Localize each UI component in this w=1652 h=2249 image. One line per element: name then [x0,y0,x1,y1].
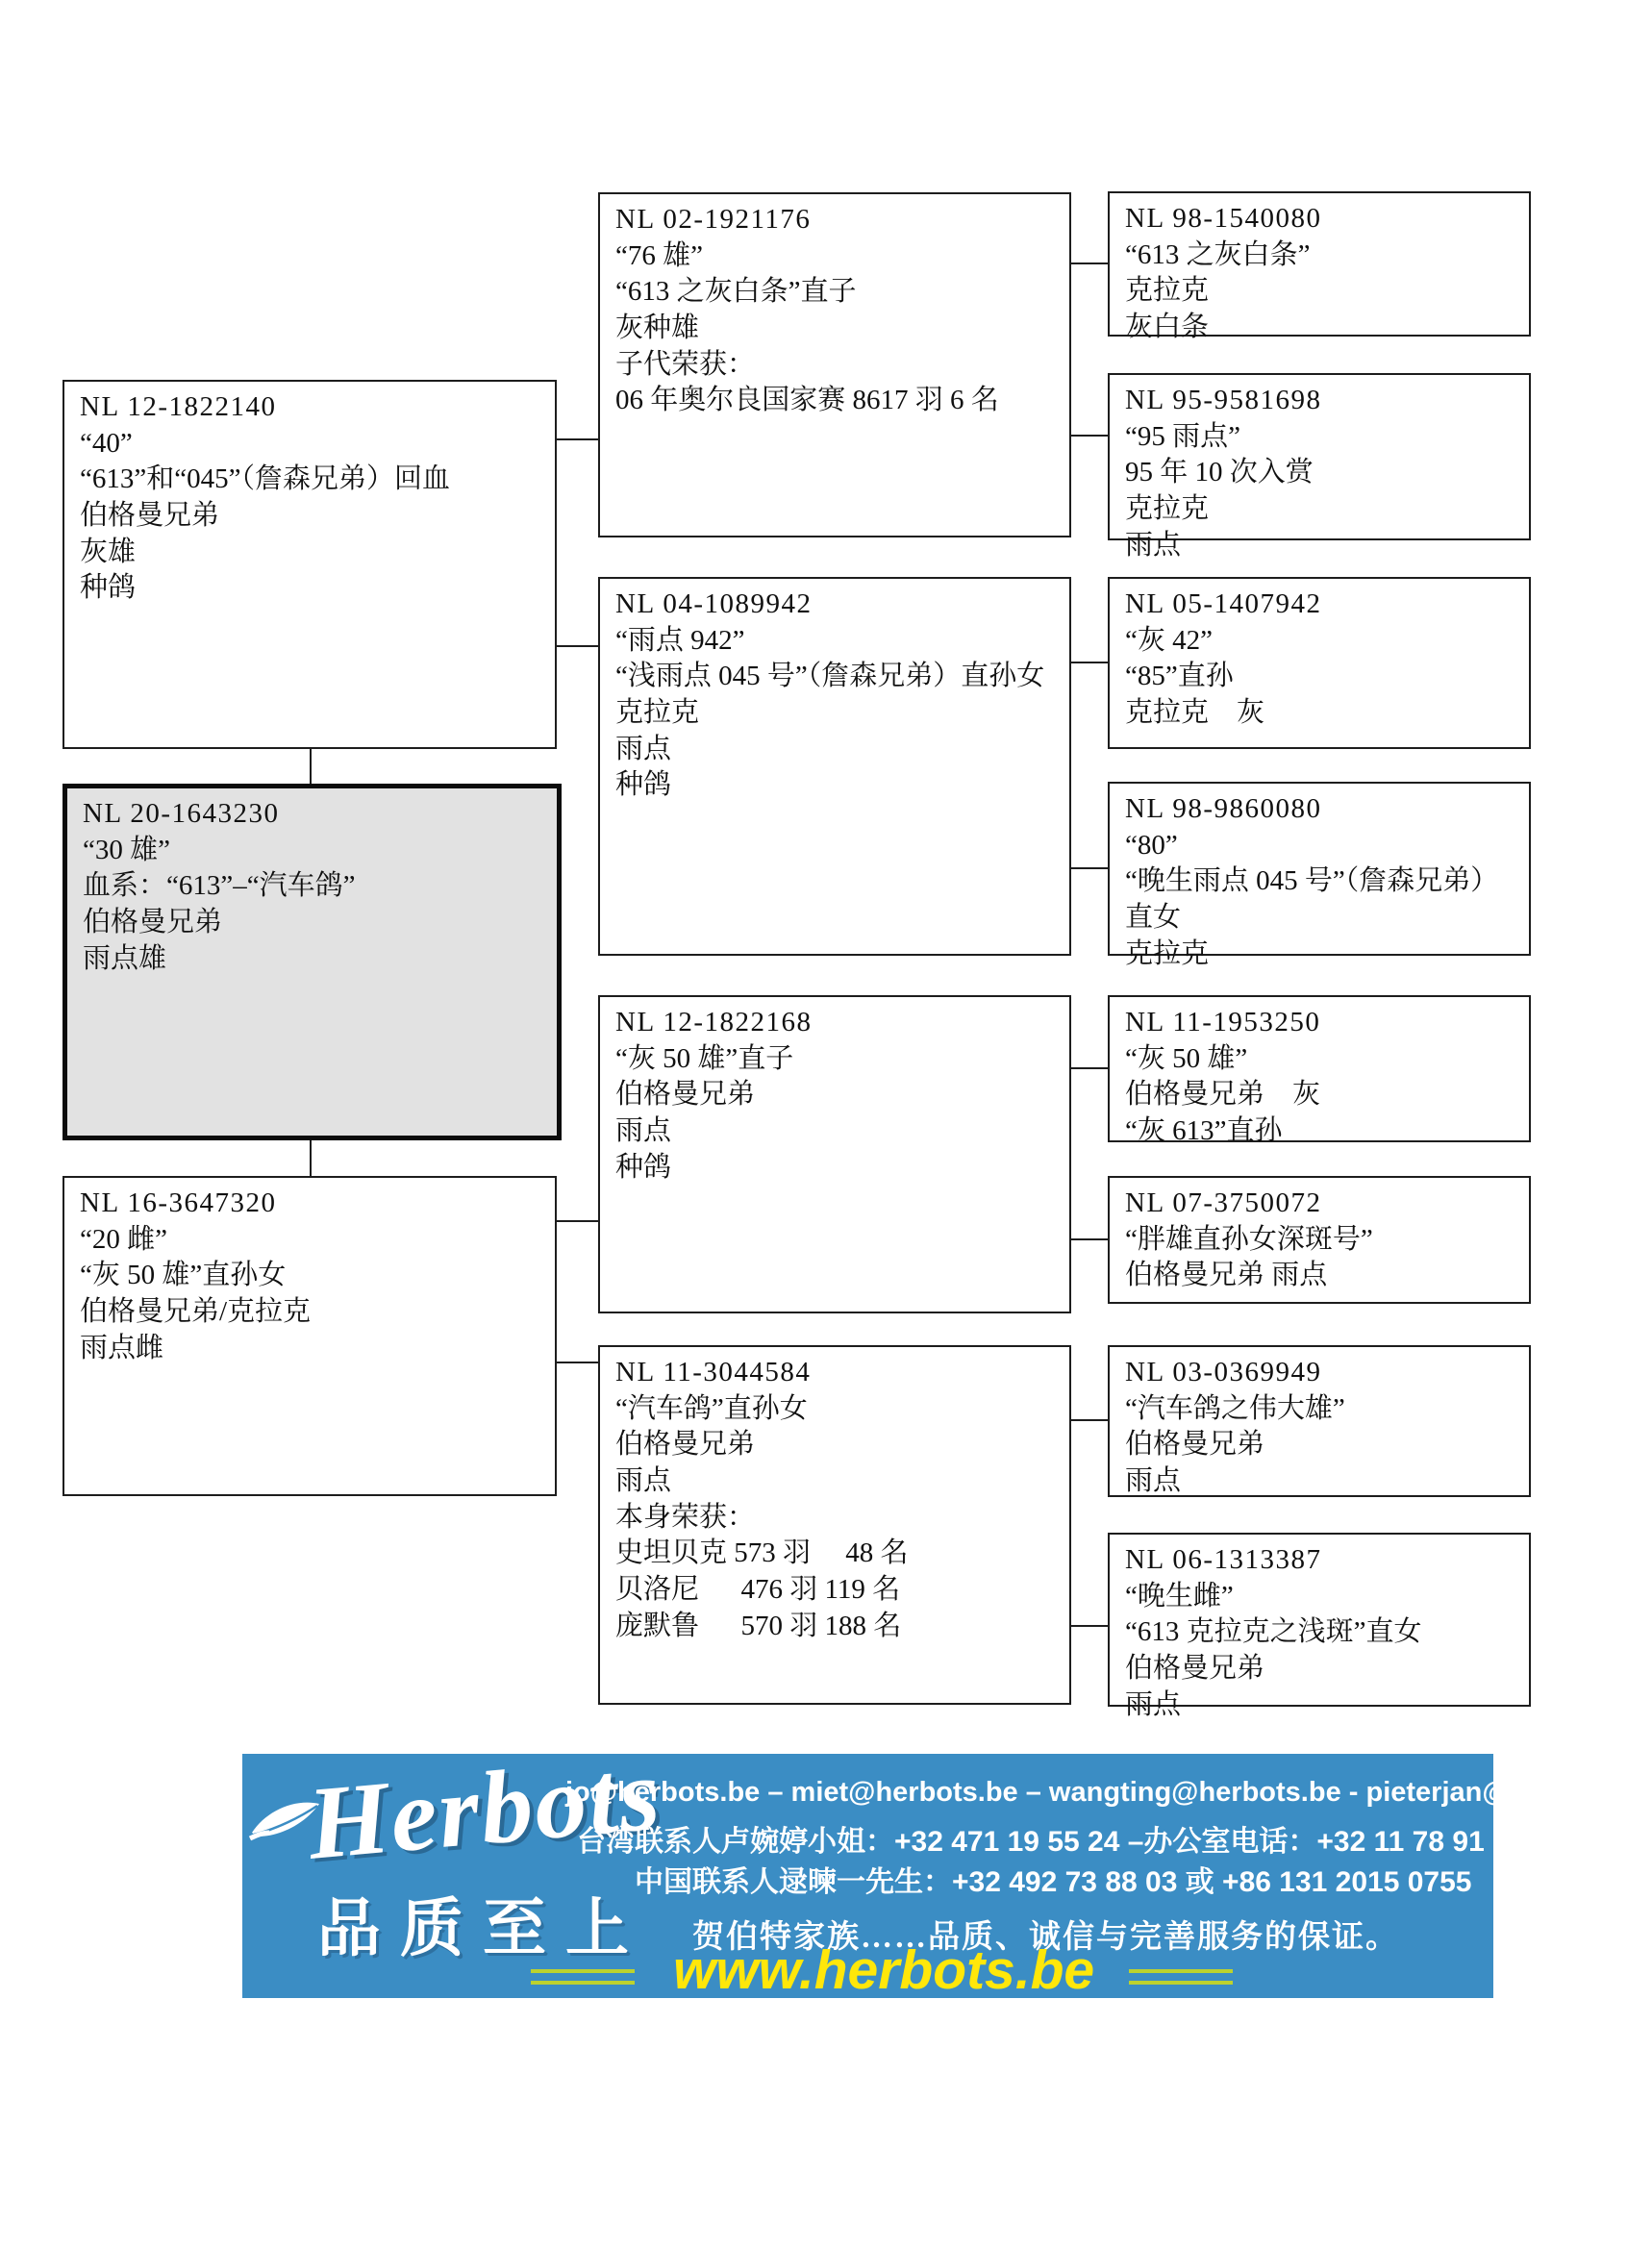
pedigree-line: “雨点 942” [615,624,745,656]
pedigree-line: 灰种雄 [615,312,700,344]
pedigree-line: 雨点雄 [83,942,167,974]
connector-mother-mgf [557,1220,598,1222]
pedigree-line: 灰白条 [1125,312,1210,343]
pedigree-line: “浅雨点 045 号”（詹森兄弟）直孙女 [615,661,1045,692]
pedigree-line: “晚生雌” [1125,1580,1234,1612]
connector-mother-mgm [557,1362,598,1363]
pedigree-line: NL 20-1643230 [83,798,280,829]
pedigree-line: “613 之灰白条” [1125,238,1311,270]
pedigree-line: 伯格曼兄弟 [1125,1653,1265,1685]
pedigree-line: 种鸽 [615,769,672,801]
pedigree-line: NL 95-9581698 [1125,385,1322,415]
pedigree-line: 血系：“613”–“汽车鸽” [83,870,356,902]
pedigree-line: NL 02-1921176 [615,204,812,235]
pedigree-line: “40” [80,427,133,459]
pedigree-box-ggparent-3 [1108,577,1531,749]
pedigree-line: 种鸽 [615,1151,672,1183]
banner-tagline: 品质至上 [317,1894,648,1964]
pedigree-line: NL 98-1540080 [1125,203,1322,234]
pedigree-line: 伯格曼兄弟 [615,1079,756,1111]
pedigree-line: NL 98-9860080 [1125,793,1322,824]
banner-email-line[interactable]: jo@herbots.be – miet@herbots.be – wangting@herbots.be - pieterjan@herbots.be [565,1777,1652,1808]
pedigree-line: 雨点 [1125,529,1182,561]
pedigree-line: “613 克拉克之浅斑”直女 [1125,1616,1422,1648]
pedigree-box-pat-grandfather [598,192,1071,537]
connector-father-pgf [557,438,598,440]
pedigree-line: NL 07-3750072 [1125,1187,1322,1218]
pedigree-line: 克拉克 [1125,275,1210,307]
pedigree-line: 庞默鲁 570 羽 188 名 [615,1610,902,1641]
pedigree-line: 伯格曼兄弟 雨点 [1125,1260,1328,1291]
pedigree-box-father [63,380,557,749]
pedigree-line: 克拉克 [615,697,700,729]
banner-accent-line-left [531,1969,635,1985]
pedigree-line: “95 雨点” [1125,420,1240,452]
connector-pgf-ggp2 [1071,435,1108,437]
pedigree-box-ggparent-2 [1108,373,1531,561]
pedigree-line: “613 之灰白条”直子 [615,276,857,308]
herbots-logo: Herbots [303,1737,666,1882]
pedigree-line: “汽车鸽之伟大雄” [1125,1392,1345,1424]
pedigree-box-ggparent-5 [1108,995,1531,1147]
pedigree-line: NL 11-3044584 [615,1357,812,1387]
banner-slogan: 贺伯特家族……品质、诚信与完善服务的保证。 [692,1920,1399,1955]
pedigree-line: “76 雄” [615,239,703,271]
pedigree-box-mother [63,1176,557,1496]
pedigree-line: NL 03-0369949 [1125,1357,1322,1387]
connector-father-pgm [557,645,598,647]
pedigree-line: “灰 50 雄”直孙女 [80,1260,287,1291]
connector-pgm-ggp3 [1071,662,1108,663]
pedigree-line: 06 年奥尔良国家赛 8617 羽 6 名 [615,385,999,416]
connector-subject-mother [310,1140,312,1176]
banner-website-link[interactable]: www.herbots.be [673,1939,1095,2001]
pedigree-line: 史坦贝克 573 羽 48 名 [615,1537,909,1569]
pedigree-line: NL 11-1953250 [1125,1007,1321,1037]
pedigree-line: 雨点 [1125,1688,1182,1720]
pedigree-line: 雨点 [615,1465,672,1497]
pedigree-line: 雨点雌 [80,1332,164,1363]
pedigree-line: 伯格曼兄弟 [615,1429,756,1461]
pedigree-line: “灰 613”直孙 [1125,1115,1283,1147]
banner-contact-taiwan: 台湾联系人卢婉婷小姐：+32 471 19 55 24 –办公室电话：+32 11 78 91 90 [577,1826,1525,1858]
connector-mgf-ggp6 [1071,1238,1108,1240]
herbots-banner [242,1737,1652,2001]
pedigree-line: NL 06-1313387 [1125,1544,1322,1575]
pedigree-box-mat-grandfather [598,995,1071,1313]
pedigree-box-ggparent-1 [1108,191,1531,343]
pedigree-line: 伯格曼兄弟 [80,500,220,532]
pedigree-line: 伯格曼兄弟 灰 [1125,1079,1321,1111]
pedigree-line: 雨点 [615,733,672,764]
pedigree-box-ggparent-6 [1108,1176,1531,1304]
pedigree-box-ggparent-8 [1108,1533,1531,1720]
connector-pgf-ggp1 [1071,262,1108,264]
pedigree-line: 伯格曼兄弟 [1125,1429,1265,1461]
pedigree-line: 伯格曼兄弟 [83,907,223,938]
pedigree-line: 克拉克 灰 [1125,697,1265,729]
pedigree-line: “613”和“045”（詹森兄弟）回血 [80,463,450,495]
pedigree-line: NL 12-1822168 [615,1007,813,1037]
pedigree-line: 雨点 [615,1115,672,1147]
pedigree-box-pat-grandmother [598,577,1071,956]
connector-mgf-ggp5 [1071,1067,1108,1069]
connector-mgm-ggp7 [1071,1419,1108,1421]
pedigree-box-ggparent-7 [1108,1345,1531,1497]
pedigree-line: “灰 42” [1125,624,1213,656]
pedigree-line: “晚生雨点 045 号”（詹森兄弟）直女 [1125,865,1499,934]
pedigree-line: 灰雄 [80,536,137,567]
pedigree-line: NL 12-1822140 [80,391,277,422]
pedigree-line: 伯格曼兄弟/克拉克 [80,1296,312,1328]
pedigree-line: 雨点 [1125,1465,1182,1497]
pedigree-line: “30 雄” [83,834,170,865]
pedigree-box-subject [63,784,562,1140]
pedigree-line: “85”直孙 [1125,661,1234,692]
connector-pgm-ggp4 [1071,867,1108,869]
pedigree-box-mat-grandmother [598,1345,1071,1705]
connector-father-subject [310,749,312,784]
pedigree-line: 本身荣获： [615,1501,756,1533]
banner-accent-line-right [1129,1969,1233,1985]
pedigree-line: 克拉克 [1125,493,1210,525]
banner-contact-china: 中国联系人逯暕一先生：+32 492 73 88 03 或 +86 131 2015 0755 [635,1866,1472,1898]
connector-mgm-ggp8 [1071,1625,1108,1627]
pedigree-line: “灰 50 雄” [1125,1042,1248,1074]
pedigree-line: “汽车鸽”直孙女 [615,1392,808,1424]
pedigree-box-ggparent-4 [1108,782,1531,969]
pedigree-line: “灰 50 雄”直子 [615,1042,794,1074]
pedigree-line: 克拉克 [1125,937,1210,969]
pedigree-line: 种鸽 [80,572,137,604]
pedigree-line: “20 雌” [80,1223,167,1255]
pedigree-line: “80” [1125,829,1178,861]
pedigree-line: 贝洛尼 476 羽 119 名 [615,1574,901,1606]
pedigree-line: NL 04-1089942 [615,588,813,619]
pedigree-line: NL 05-1407942 [1125,588,1322,619]
pedigree-line: “胖雄直孙女深斑号” [1125,1223,1373,1255]
pedigree-line: 子代荣获： [615,348,756,380]
pedigree-line: NL 16-3647320 [80,1187,277,1218]
pedigree-line: 95 年 10 次入赏 [1125,457,1314,488]
